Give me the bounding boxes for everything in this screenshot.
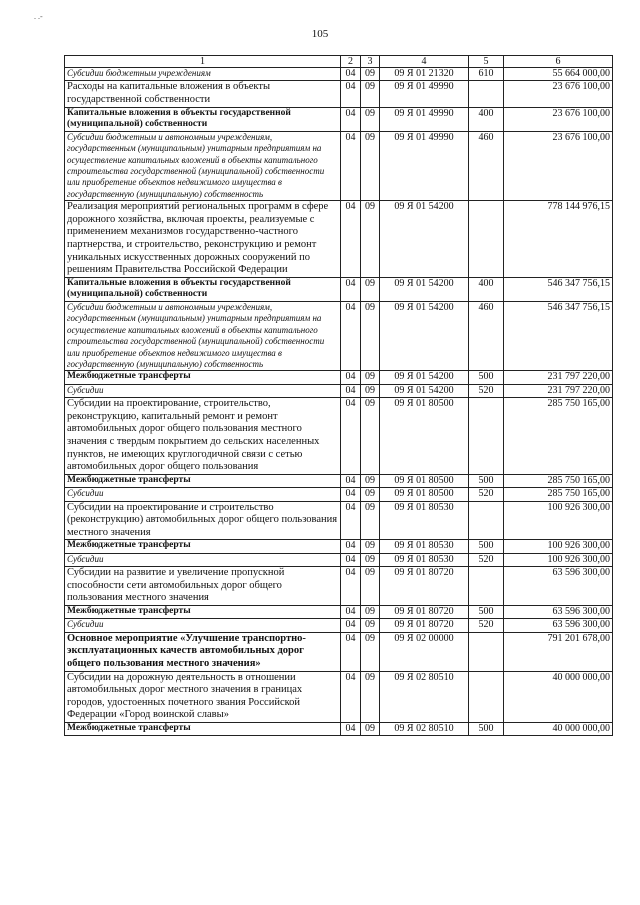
table-row <box>65 567 613 606</box>
section-code-cell: 04 <box>341 371 361 384</box>
table-row <box>65 619 613 632</box>
amount-cell: 40 000 000,00 <box>504 671 613 722</box>
table-row <box>65 671 613 722</box>
expense-type-cell: 500 <box>469 605 504 618</box>
table-row <box>65 81 613 107</box>
table-row <box>65 398 613 475</box>
target-article-cell: 09 Я 01 54200 <box>380 201 469 278</box>
table-row <box>65 301 613 370</box>
amount-cell: 100 926 300,00 <box>504 501 613 540</box>
section-code-cell: 04 <box>341 553 361 566</box>
expense-type-cell <box>469 201 504 278</box>
expense-type-cell: 500 <box>469 474 504 487</box>
subsection-code-cell: 09 <box>361 474 380 487</box>
target-article-cell: 09 Я 01 80720 <box>380 619 469 632</box>
subsection-code-cell: 09 <box>361 671 380 722</box>
table-row <box>65 540 613 553</box>
expense-type-cell: 520 <box>469 488 504 501</box>
amount-cell: 791 201 678,00 <box>504 632 613 671</box>
expense-type-cell: 500 <box>469 722 504 735</box>
table-row <box>65 201 613 278</box>
expense-type-cell: 520 <box>469 553 504 566</box>
subsection-code-cell: 09 <box>361 371 380 384</box>
scan-mark: . .- <box>34 12 43 21</box>
column-header: 4 <box>380 56 469 68</box>
section-code-cell: 04 <box>341 474 361 487</box>
expense-name-cell: Основное мероприятие «Улучшение транспортно-эксплуатационных качеств автомобильных дорог общего пользования местного значения» <box>65 632 341 671</box>
expense-name-cell: Межбюджетные трансферты <box>65 371 341 384</box>
subsection-code-cell: 09 <box>361 605 380 618</box>
section-code-cell: 04 <box>341 68 361 81</box>
section-code-cell: 04 <box>341 605 361 618</box>
amount-cell: 63 596 300,00 <box>504 619 613 632</box>
subsection-code-cell: 09 <box>361 81 380 107</box>
subsection-code-cell: 09 <box>361 567 380 606</box>
target-article-cell: 09 Я 01 49990 <box>380 107 469 131</box>
table-row <box>65 632 613 671</box>
expense-name-cell: Субсидии бюджетным и автономным учреждениям, государственным (муниципальным) унитарным предприятиям на осуществление капитальных вложений в объекты капитального строительства государственной (муниципальной) собственности или приобретение объектов недвижимого имущества в государственную (муниципальную) собственность <box>65 301 341 370</box>
table-row <box>65 553 613 566</box>
subsection-code-cell: 09 <box>361 501 380 540</box>
amount-cell: 23 676 100,00 <box>504 131 613 200</box>
target-article-cell: 09 Я 01 80500 <box>380 398 469 475</box>
section-code-cell: 04 <box>341 384 361 397</box>
expense-type-cell: 500 <box>469 371 504 384</box>
subsection-code-cell: 09 <box>361 384 380 397</box>
expense-name-cell: Расходы на капитальные вложения в объекты государственной собственности <box>65 81 341 107</box>
table-row <box>65 131 613 200</box>
expense-name-cell: Субсидии на проектирование, строительство, реконструкцию, капитальный ремонт и ремонт автомобильных дорог общего пользования местного значения с твердым покрытием до сельских населенных пунктов, не имеющих круглогодичной связи с сетью автомобильных дорог общего пользования <box>65 398 341 475</box>
expense-type-cell <box>469 398 504 475</box>
amount-cell: 63 596 300,00 <box>504 567 613 606</box>
column-header: 2 <box>341 56 361 68</box>
subsection-code-cell: 09 <box>361 201 380 278</box>
expense-name-cell: Межбюджетные трансферты <box>65 722 341 735</box>
amount-cell: 55 664 000,00 <box>504 68 613 81</box>
expense-type-cell: 520 <box>469 384 504 397</box>
target-article-cell: 09 Я 02 80510 <box>380 671 469 722</box>
column-header: 1 <box>65 56 341 68</box>
section-code-cell: 04 <box>341 488 361 501</box>
section-code-cell: 04 <box>341 201 361 278</box>
section-code-cell: 04 <box>341 722 361 735</box>
section-code-cell: 04 <box>341 81 361 107</box>
expense-name-cell: Субсидии на развитие и увеличение пропускной способности сети автомобильных дорог общего пользования местного значения <box>65 567 341 606</box>
table-row <box>65 722 613 735</box>
subsection-code-cell: 09 <box>361 553 380 566</box>
expense-name-cell: Реализация мероприятий региональных программ в сфере дорожного хозяйства, включая проекты, реализуемые с применением механизмов государственно-частного партнерства, и строительство, реконструкцию и ремонт уникальных искусственных дорожных сооружений по решениям Правительства Российской Федерации <box>65 201 341 278</box>
expense-type-cell: 500 <box>469 540 504 553</box>
section-code-cell: 04 <box>341 632 361 671</box>
table-row <box>65 605 613 618</box>
target-article-cell: 09 Я 01 54200 <box>380 301 469 370</box>
column-header: 3 <box>361 56 380 68</box>
subsection-code-cell: 09 <box>361 540 380 553</box>
table-row <box>65 488 613 501</box>
amount-cell: 778 144 976,15 <box>504 201 613 278</box>
budget-table <box>64 55 613 736</box>
expense-type-cell <box>469 632 504 671</box>
table-row <box>65 474 613 487</box>
amount-cell: 285 750 165,00 <box>504 474 613 487</box>
expense-name-cell: Субсидии бюджетным и автономным учреждениям, государственным (муниципальным) унитарным предприятиям на осуществление капитальных вложений в объекты капитального строительства государственной (муниципальной) собственности или приобретение объектов недвижимого имущества в государственную (муниципальную) собственность <box>65 131 341 200</box>
subsection-code-cell: 09 <box>361 488 380 501</box>
expense-name-cell: Капитальные вложения в объекты государственной (муниципальной) собственности <box>65 277 341 301</box>
subsection-code-cell: 09 <box>361 131 380 200</box>
subsection-code-cell: 09 <box>361 68 380 81</box>
target-article-cell: 09 Я 01 80720 <box>380 605 469 618</box>
expense-type-cell: 460 <box>469 131 504 200</box>
section-code-cell: 04 <box>341 567 361 606</box>
section-code-cell: 04 <box>341 540 361 553</box>
target-article-cell: 09 Я 01 80500 <box>380 474 469 487</box>
target-article-cell: 09 Я 01 49990 <box>380 131 469 200</box>
expense-type-cell <box>469 501 504 540</box>
target-article-cell: 09 Я 01 80530 <box>380 501 469 540</box>
amount-cell: 546 347 756,15 <box>504 277 613 301</box>
table-row <box>65 277 613 301</box>
subsection-code-cell: 09 <box>361 277 380 301</box>
amount-cell: 546 347 756,15 <box>504 301 613 370</box>
expense-type-cell <box>469 567 504 606</box>
subsection-code-cell: 09 <box>361 398 380 475</box>
column-header: 6 <box>504 56 613 68</box>
subsection-code-cell: 09 <box>361 632 380 671</box>
expense-name-cell: Субсидии <box>65 553 341 566</box>
target-article-cell: 09 Я 01 80530 <box>380 540 469 553</box>
target-article-cell: 09 Я 01 80500 <box>380 488 469 501</box>
subsection-code-cell: 09 <box>361 722 380 735</box>
expense-type-cell: 520 <box>469 619 504 632</box>
target-article-cell: 09 Я 01 54200 <box>380 277 469 301</box>
target-article-cell: 09 Я 01 80530 <box>380 553 469 566</box>
expense-name-cell: Капитальные вложения в объекты государственной (муниципальной) собственности <box>65 107 341 131</box>
amount-cell: 100 926 300,00 <box>504 540 613 553</box>
amount-cell: 63 596 300,00 <box>504 605 613 618</box>
table-row <box>65 501 613 540</box>
table-row <box>65 68 613 81</box>
subsection-code-cell: 09 <box>361 107 380 131</box>
page-number: 105 <box>311 28 329 40</box>
expense-name-cell: Субсидии на дорожную деятельность в отношении автомобильных дорог местного значения в границах городов, удостоенных почетного звания Российской Федерации «Город воинской славы» <box>65 671 341 722</box>
expense-type-cell: 400 <box>469 107 504 131</box>
amount-cell: 285 750 165,00 <box>504 398 613 475</box>
section-code-cell: 04 <box>341 671 361 722</box>
expense-type-cell <box>469 671 504 722</box>
target-article-cell: 09 Я 01 49990 <box>380 81 469 107</box>
section-code-cell: 04 <box>341 619 361 632</box>
expense-name-cell: Субсидии <box>65 619 341 632</box>
target-article-cell: 09 Я 01 80720 <box>380 567 469 606</box>
section-code-cell: 04 <box>341 501 361 540</box>
amount-cell: 100 926 300,00 <box>504 553 613 566</box>
budget-table-body <box>65 56 613 736</box>
expense-type-cell: 460 <box>469 301 504 370</box>
target-article-cell: 09 Я 01 54200 <box>380 371 469 384</box>
target-article-cell: 09 Я 02 80510 <box>380 722 469 735</box>
amount-cell: 23 676 100,00 <box>504 81 613 107</box>
table-row <box>65 107 613 131</box>
expense-name-cell: Межбюджетные трансферты <box>65 540 341 553</box>
target-article-cell: 09 Я 01 54200 <box>380 384 469 397</box>
target-article-cell: 09 Я 02 00000 <box>380 632 469 671</box>
section-code-cell: 04 <box>341 131 361 200</box>
column-header: 5 <box>469 56 504 68</box>
amount-cell: 231 797 220,00 <box>504 384 613 397</box>
table-row <box>65 371 613 384</box>
expense-name-cell: Субсидии <box>65 384 341 397</box>
amount-cell: 40 000 000,00 <box>504 722 613 735</box>
expense-type-cell <box>469 81 504 107</box>
section-code-cell: 04 <box>341 107 361 131</box>
amount-cell: 231 797 220,00 <box>504 371 613 384</box>
expense-name-cell: Субсидии бюджетным учреждениям <box>65 68 341 81</box>
table-header-row <box>65 56 613 68</box>
section-code-cell: 04 <box>341 301 361 370</box>
expense-name-cell: Межбюджетные трансферты <box>65 474 341 487</box>
amount-cell: 285 750 165,00 <box>504 488 613 501</box>
subsection-code-cell: 09 <box>361 301 380 370</box>
expense-type-cell: 400 <box>469 277 504 301</box>
table-row <box>65 384 613 397</box>
section-code-cell: 04 <box>341 277 361 301</box>
subsection-code-cell: 09 <box>361 619 380 632</box>
expense-name-cell: Межбюджетные трансферты <box>65 605 341 618</box>
amount-cell: 23 676 100,00 <box>504 107 613 131</box>
expense-name-cell: Субсидии <box>65 488 341 501</box>
expense-type-cell: 610 <box>469 68 504 81</box>
target-article-cell: 09 Я 01 21320 <box>380 68 469 81</box>
section-code-cell: 04 <box>341 398 361 475</box>
expense-name-cell: Субсидии на проектирование и строительство (реконструкцию) автомобильных дорог общего пользования местного значения <box>65 501 341 540</box>
